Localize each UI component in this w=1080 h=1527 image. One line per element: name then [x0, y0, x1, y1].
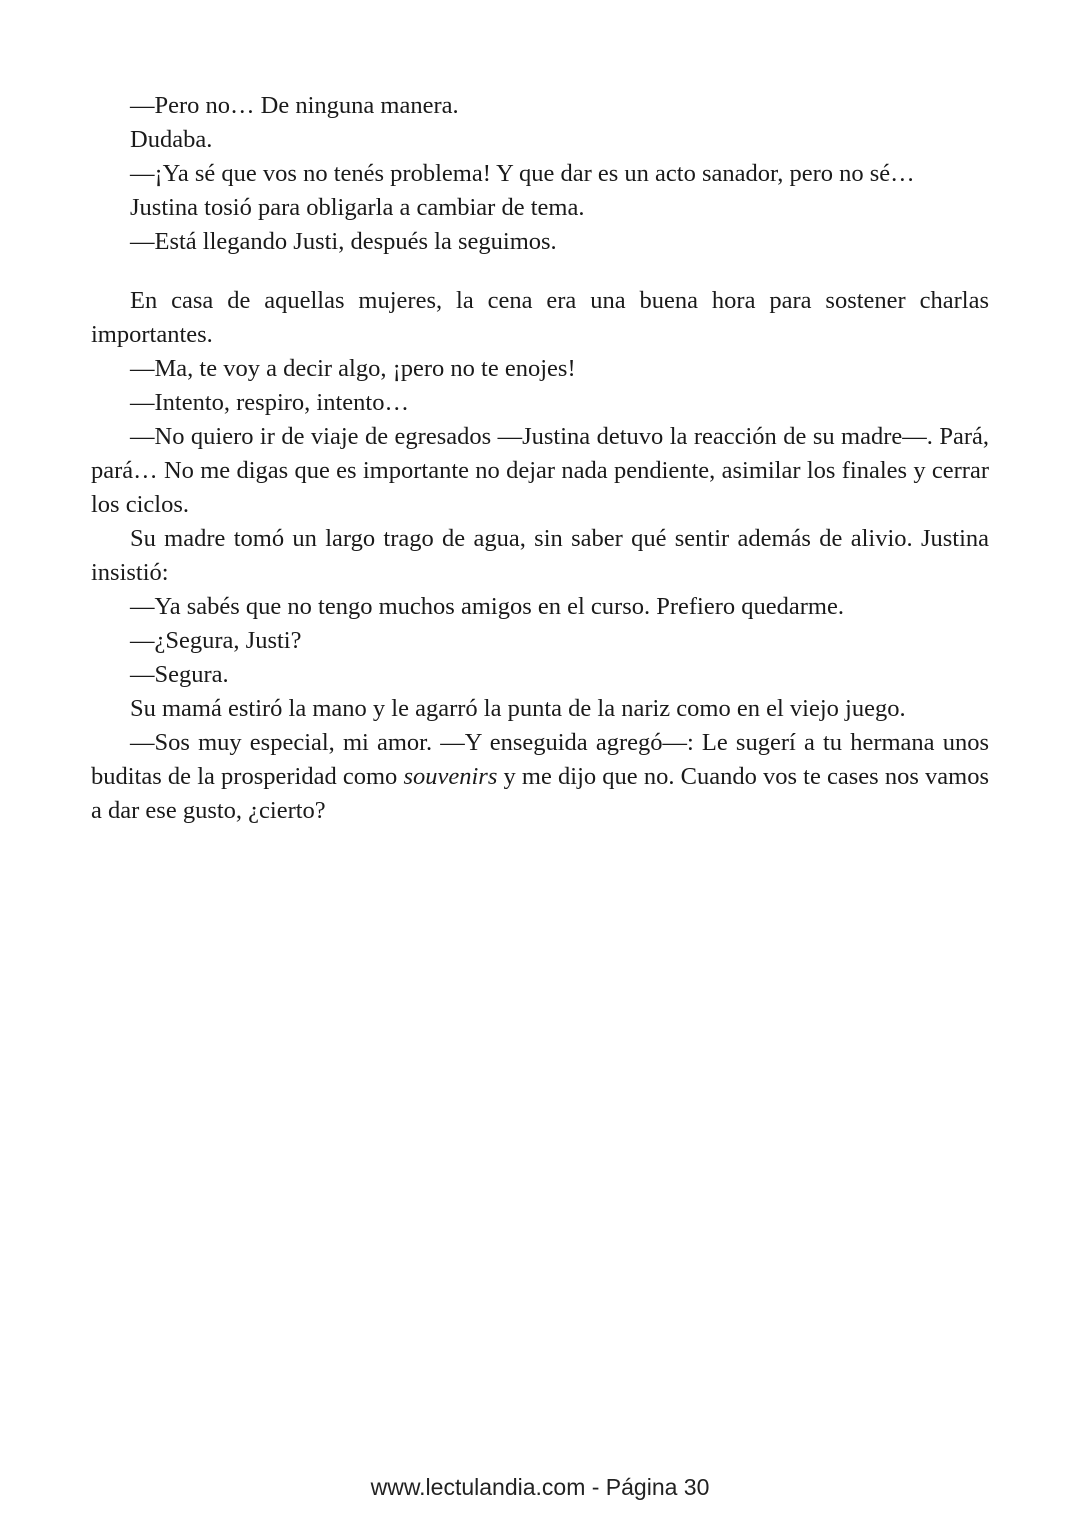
page-footer: www.lectulandia.com - Página 30 [370, 1474, 710, 1500]
text-span: —Sos muy especial, mi amor. —Y enseguida agregó—: Le sugerí a tu hermana unos buditas de la prosperidad como [91, 729, 989, 790]
paragraph: —¿Segura, Justi? [130, 627, 302, 654]
paragraph: —Intento, respiro, intento… [130, 389, 409, 416]
italic-word: souvenirs [403, 763, 498, 790]
paragraph: —No quiero ir de viaje de egresados —Justina detuvo la reacción de su madre—. Pará, pará… No me digas que es importante no dejar nada pendiente, asimilar los finales y cerrar los ciclos. [91, 423, 989, 518]
paragraph-last [91, 726, 989, 828]
page-body [91, 89, 989, 828]
paragraph: —Ma, te voy a decir algo, ¡pero no te enojes! [130, 355, 576, 382]
paragraph: Justina tosió para obligarla a cambiar de tema. [130, 194, 585, 221]
paragraph: —Pero no… De ninguna manera. [130, 92, 459, 119]
section-break [91, 259, 989, 284]
paragraph: —¡Ya sé que vos no tenés problema! Y que dar es un acto sanador, pero no sé… [130, 160, 915, 187]
paragraph: Dudaba. [130, 126, 213, 153]
paragraph: —Ya sabés que no tengo muchos amigos en el curso. Prefiero quedarme. [130, 593, 844, 620]
paragraph: —Está llegando Justi, después la seguimos. [130, 228, 557, 255]
text-span: y me dijo que no. Cuando vos te cases nos vamos a dar ese gusto, ¿cierto? [91, 763, 989, 824]
paragraph: Su mamá estiró la mano y le agarró la punta de la nariz como en el viejo juego. [130, 695, 906, 722]
paragraph: Su madre tomó un largo trago de agua, sin saber qué sentir además de alivio. Justina insistió: [91, 525, 989, 586]
paragraph: —Segura. [130, 661, 229, 688]
paragraph: En casa de aquellas mujeres, la cena era una buena hora para sostener charlas importantes. [91, 287, 989, 348]
